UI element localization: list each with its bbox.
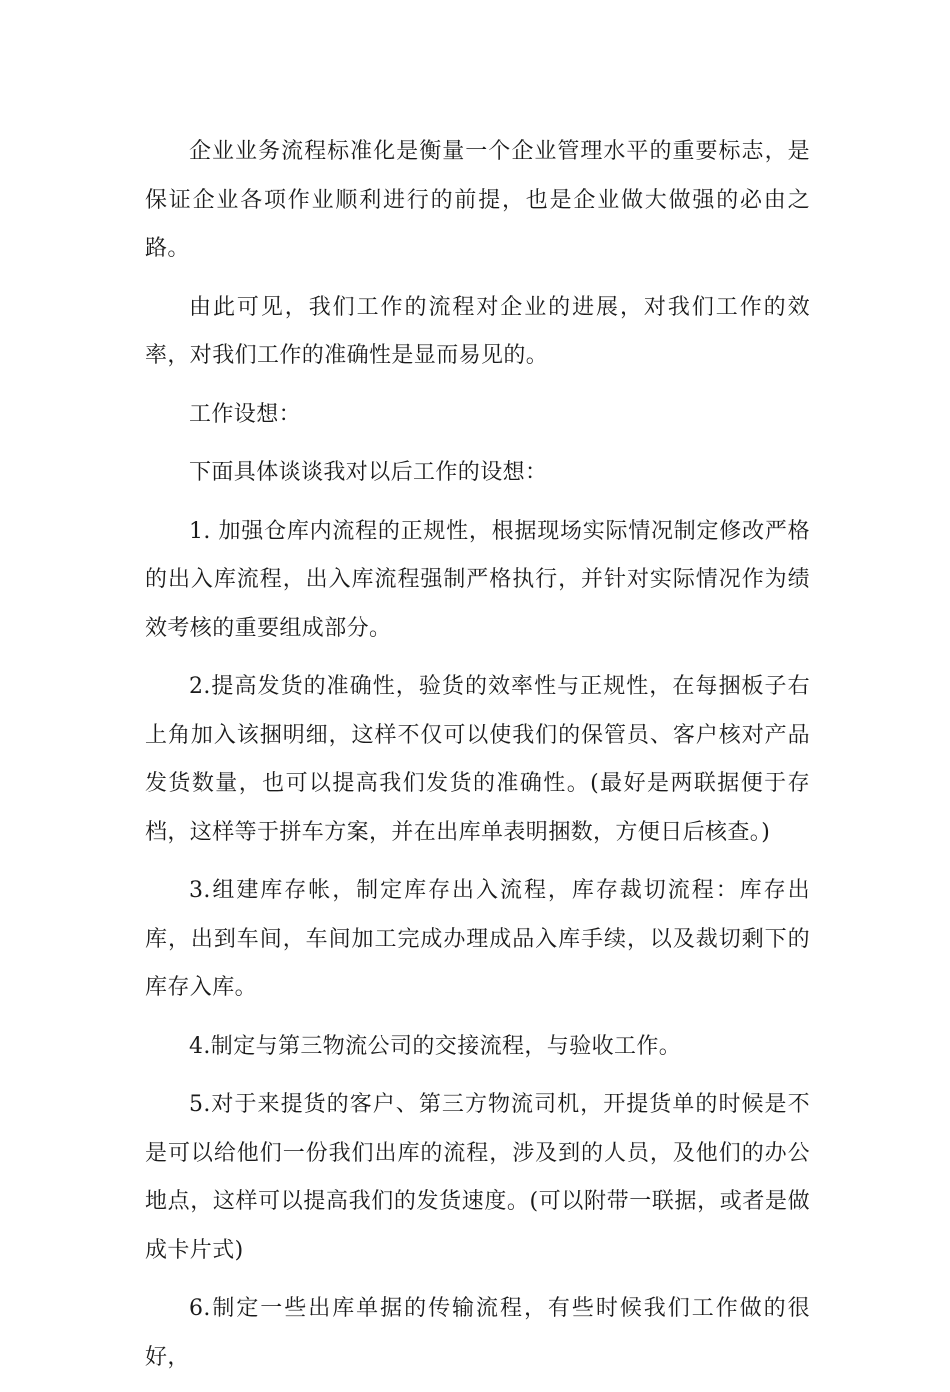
list-item-1: 1. 加强仓库内流程的正规性，根据现场实际情况制定修改严格的出入库流程，出入库流程强制严格执行，并针对实际情况作为绩效考核的重要组成部分。 bbox=[145, 518, 810, 641]
list-item-2: 2.提高发货的准确性，验货的效率性与正规性，在每捆板子右上角加入该捆明细，这样不仅可以使我们的保管员、客户核对产品发货数量，也可以提高我们发货的准确性。(最好是两联据便于存档，这样等于拼车方案，并在出库单表明捆数，方便日后核查。) bbox=[145, 674, 810, 845]
list-item-4: 4.制定与第三物流公司的交接流程，与验收工作。 bbox=[189, 1033, 682, 1059]
section-heading-work-plan: 工作设想： bbox=[189, 401, 302, 427]
list-item-6: 6.制定一些出库单据的传输流程，有些时候我们工作做的很好， bbox=[145, 1296, 810, 1370]
paragraph-conclusion: 由此可见，我们工作的流程对企业的进展，对我们工作的效率，对我们工作的准确性是显而易见的。 bbox=[145, 294, 810, 368]
list-item-5: 5.对于来提货的客户、第三方物流司机，开提货单的时候是不是可以给他们一份我们出库的流程，涉及到的人员，及他们的办公地点，这样可以提高我们的发货速度。(可以附带一联据，或者是做成卡片式) bbox=[145, 1092, 810, 1263]
paragraph-standardization: 企业业务流程标准化是衡量一个企业管理水平的重要标志，是保证企业各项作业顺利进行的前提，也是企业做大做强的必由之路。 bbox=[145, 139, 810, 261]
paragraph-intro-plan: 下面具体谈谈我对以后工作的设想： bbox=[189, 460, 548, 485]
list-item-3: 3.组建库存帐，制定库存出入流程，库存裁切流程：库存出库，出到车间，车间加工完成办理成品入库手续，以及裁切剩下的库存入库。 bbox=[145, 878, 810, 1000]
document-body bbox=[145, 128, 810, 1392]
